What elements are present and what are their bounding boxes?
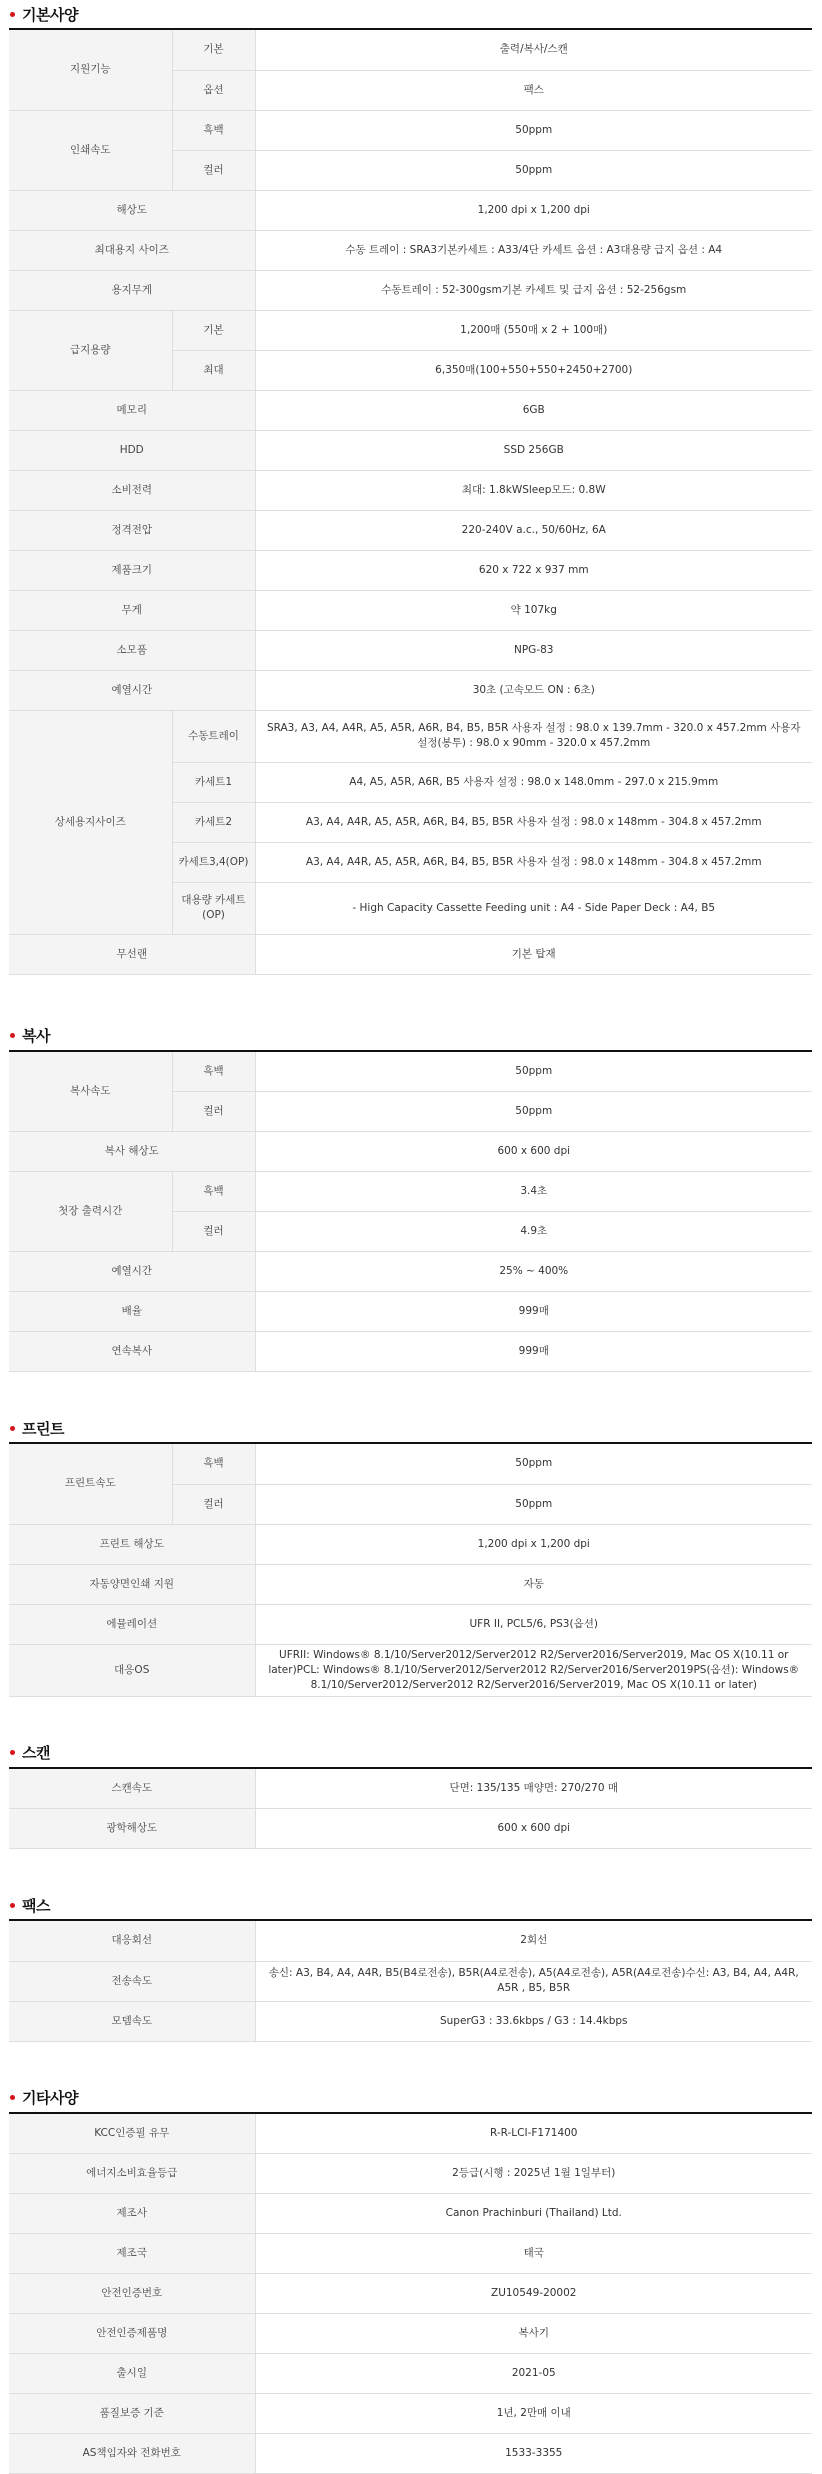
- sub-label: 흑백: [172, 1172, 255, 1212]
- spec-value: UFRII: Windows® 8.1/10/Server2012/Server2012 R2/Server2016/Server2019, Mac OS X(10.11 or later)PCL: Windows® 8.1/10/Server2012/Server2012 R2/Server2016/Server2019PS(옵션): Windows® 8.1/10/Server2012/Server2012 R2/Server2016/Server2019, Mac OS X(10.11 or later): [255, 1644, 812, 1696]
- spec-value: 2등급(시행 : 2025년 1월 1일부터): [255, 2154, 812, 2194]
- bullet-icon: [10, 1426, 15, 1431]
- sub-label: 카세트1: [172, 762, 255, 802]
- bullet-icon: [10, 1750, 15, 1755]
- spec-value: 송신: A3, B4, A4, A4R, B5(B4로전송), B5R(A4로전송), A5(A4로전송), A5R(A4로전송)수신: A3, B4, A4, A4R, A5R , B5, B5R: [255, 1961, 812, 2001]
- table-row: [9, 1809, 812, 1849]
- section-title: 기타사양: [22, 2087, 78, 2108]
- table-row: [9, 710, 812, 762]
- row-label: 무선랜: [9, 934, 255, 974]
- row-label: AS책임자와 전화번호: [9, 2434, 255, 2474]
- row-label: 프린트속도: [9, 1444, 172, 1524]
- row-label: 제조사: [9, 2194, 255, 2234]
- bullet-icon: [10, 1033, 15, 1038]
- table-row: [9, 390, 812, 430]
- row-label: 용지무게: [9, 270, 255, 310]
- row-label: 광학해상도: [9, 1809, 255, 1849]
- spec-value: 50ppm: [255, 110, 812, 150]
- sub-label: 컬러: [172, 150, 255, 190]
- table-row: [9, 30, 812, 70]
- row-label: 급지용량: [9, 310, 172, 390]
- spec-value: 1년, 2만매 이내: [255, 2394, 812, 2434]
- row-label: 소비전력: [9, 470, 255, 510]
- row-label: 배율: [9, 1292, 255, 1332]
- table-row: [9, 230, 812, 270]
- spec-value: 출력/복사/스캔: [255, 30, 812, 70]
- spec-value: 수동 트레이 : SRA3기본카세트 : A33/4단 카세트 옵션 : A3대용량 급지 옵션 : A4: [255, 230, 812, 270]
- table-row: [9, 310, 812, 350]
- row-label: 첫장 출력시간: [9, 1172, 172, 1252]
- spec-value: NPG-83: [255, 630, 812, 670]
- spec-value: 600 x 600 dpi: [255, 1132, 812, 1172]
- sub-label: 컬러: [172, 1484, 255, 1524]
- spec-value: 팩스: [255, 70, 812, 110]
- spec-value: SSD 256GB: [255, 430, 812, 470]
- row-label: 전송속도: [9, 1961, 255, 2001]
- table-row: [9, 1332, 812, 1372]
- table-row: [9, 2354, 812, 2394]
- section-header: [9, 1022, 812, 1052]
- row-label: 스캔속도: [9, 1769, 255, 1809]
- spec-value: 수동트레이 : 52-300gsm기본 카세트 및 급지 옵션 : 52-256gsm: [255, 270, 812, 310]
- spec-value: UFR II, PCL5/6, PS3(옵션): [255, 1604, 812, 1644]
- spec-value: 620 x 722 x 937 mm: [255, 550, 812, 590]
- table-row: [9, 1564, 812, 1604]
- section-title: 복사: [22, 1025, 50, 1046]
- spec-value: 50ppm: [255, 150, 812, 190]
- sub-label: 최대: [172, 350, 255, 390]
- spec-value: ZU10549-20002: [255, 2274, 812, 2314]
- spec-table: [9, 1444, 812, 1697]
- table-row: [9, 1052, 812, 1092]
- spec-value: 3.4초: [255, 1172, 812, 1212]
- spec-value: 50ppm: [255, 1092, 812, 1132]
- section-header: [9, 0, 812, 30]
- section-title: 스캔: [22, 1742, 50, 1763]
- sub-label: 카세트3,4(OP): [172, 842, 255, 882]
- spec-value: A3, A4, A4R, A5, A5R, A6R, B4, B5, B5R 사용자 설정 : 98.0 x 148mm - 304.8 x 457.2mm: [255, 842, 812, 882]
- table-row: [9, 470, 812, 510]
- row-label: 제품크기: [9, 550, 255, 590]
- spec-value: 기본 탑재: [255, 934, 812, 974]
- row-label: 최대용지 사이즈: [9, 230, 255, 270]
- table-row: [9, 1961, 812, 2001]
- sub-label: 기본: [172, 310, 255, 350]
- table-row: [9, 1921, 812, 1961]
- spec-value: A4, A5, A5R, A6R, B5 사용자 설정 : 98.0 x 148.0mm - 297.0 x 215.9mm: [255, 762, 812, 802]
- table-row: [9, 590, 812, 630]
- section-title: 기본사양: [22, 4, 78, 25]
- spec-value: 1,200 dpi x 1,200 dpi: [255, 190, 812, 230]
- section-title: 프린트: [22, 1418, 64, 1439]
- spec-value: 999매: [255, 1292, 812, 1332]
- spec-value: 6,350매(100+550+550+2450+2700): [255, 350, 812, 390]
- table-row: [9, 430, 812, 470]
- spec-value: 220-240V a.c., 50/60Hz, 6A: [255, 510, 812, 550]
- table-row: [9, 1444, 812, 1484]
- table-row: [9, 2394, 812, 2434]
- bullet-icon: [10, 2095, 15, 2100]
- spec-value: 50ppm: [255, 1484, 812, 1524]
- table-row: [9, 670, 812, 710]
- section-header: [9, 1739, 812, 1769]
- spec-value: SRA3, A3, A4, A4R, A5, A5R, A6R, B4, B5, B5R 사용자 설정 : 98.0 x 139.7mm - 320.0 x 457.2mm 사용자 설정(봉투) : 98.0 x 90mm - 320.0 x 457.2mm: [255, 710, 812, 762]
- spec-table: [9, 1769, 812, 1850]
- spec-value: 1,200매 (550매 x 2 + 100매): [255, 310, 812, 350]
- sub-label: 흑백: [172, 1444, 255, 1484]
- spec-table: [9, 2114, 812, 2474]
- table-row: [9, 2154, 812, 2194]
- spec-value: R-R-LCI-F171400: [255, 2114, 812, 2154]
- section-title: 팩스: [22, 1895, 50, 1916]
- row-label: 대응회선: [9, 1921, 255, 1961]
- row-label: 안전인증제품명: [9, 2314, 255, 2354]
- row-label: 예열시간: [9, 670, 255, 710]
- table-row: [9, 1252, 812, 1292]
- row-label: 제조국: [9, 2234, 255, 2274]
- spec-value: 1533-3355: [255, 2434, 812, 2474]
- spec-value: Canon Prachinburi (Thailand) Ltd.: [255, 2194, 812, 2234]
- table-row: [9, 1132, 812, 1172]
- spec-value: 태국: [255, 2234, 812, 2274]
- sub-label: 흑백: [172, 110, 255, 150]
- sub-label: 옵션: [172, 70, 255, 110]
- row-label: 복사 해상도: [9, 1132, 255, 1172]
- spec-value: 복사기: [255, 2314, 812, 2354]
- spec-value: 50ppm: [255, 1444, 812, 1484]
- row-label: 인쇄속도: [9, 110, 172, 190]
- bullet-icon: [10, 12, 15, 17]
- row-label: 정격전압: [9, 510, 255, 550]
- row-label: 프린트 해상도: [9, 1524, 255, 1564]
- section-header: [9, 1414, 812, 1444]
- table-row: [9, 110, 812, 150]
- row-label: 상세용지사이즈: [9, 710, 172, 934]
- row-label: 복사속도: [9, 1052, 172, 1132]
- table-row: [9, 2234, 812, 2274]
- row-label: 예열시간: [9, 1252, 255, 1292]
- sub-label: 컬러: [172, 1212, 255, 1252]
- spec-value: 약 107kg: [255, 590, 812, 630]
- table-row: [9, 1769, 812, 1809]
- sub-label: 흑백: [172, 1052, 255, 1092]
- table-row: [9, 2114, 812, 2154]
- table-row: [9, 510, 812, 550]
- sub-label: 컬러: [172, 1092, 255, 1132]
- row-label: 모뎀속도: [9, 2001, 255, 2041]
- table-row: [9, 2274, 812, 2314]
- table-row: [9, 1604, 812, 1644]
- row-label: 에너지소비효율등급: [9, 2154, 255, 2194]
- row-label: 연속복사: [9, 1332, 255, 1372]
- section-header: [9, 1891, 812, 1921]
- spec-value: 50ppm: [255, 1052, 812, 1092]
- spec-value: - High Capacity Cassette Feeding unit : A4 - Side Paper Deck : A4, B5: [255, 882, 812, 934]
- sub-label: 카세트2: [172, 802, 255, 842]
- table-row: [9, 2314, 812, 2354]
- table-row: [9, 1292, 812, 1332]
- sub-label: 대용량 카세트 (OP): [172, 882, 255, 934]
- row-label: HDD: [9, 430, 255, 470]
- spec-value: 30초 (고속모드 ON : 6초): [255, 670, 812, 710]
- spec-value: 4.9초: [255, 1212, 812, 1252]
- spec-value: 2회선: [255, 1921, 812, 1961]
- row-label: 무게: [9, 590, 255, 630]
- spec-value: 999매: [255, 1332, 812, 1372]
- table-row: [9, 2434, 812, 2474]
- table-row: [9, 190, 812, 230]
- spec-value: 자동: [255, 1564, 812, 1604]
- spec-value: 단면: 135/135 매양면: 270/270 매: [255, 1769, 812, 1809]
- row-label: 지원기능: [9, 30, 172, 110]
- row-label: 품질보증 기준: [9, 2394, 255, 2434]
- spec-value: 최대: 1.8kWSleep모드: 0.8W: [255, 470, 812, 510]
- spec-value: 2021-05: [255, 2354, 812, 2394]
- sub-label: 수동트레이: [172, 710, 255, 762]
- table-row: [9, 934, 812, 974]
- table-row: [9, 1172, 812, 1212]
- spec-value: SuperG3 : 33.6kbps / G3 : 14.4kbps: [255, 2001, 812, 2041]
- table-row: [9, 2001, 812, 2041]
- table-row: [9, 630, 812, 670]
- section-header: [9, 2084, 812, 2114]
- spec-value: A3, A4, A4R, A5, A5R, A6R, B4, B5, B5R 사용자 설정 : 98.0 x 148mm - 304.8 x 457.2mm: [255, 802, 812, 842]
- row-label: 해상도: [9, 190, 255, 230]
- spec-table: [9, 30, 812, 975]
- bullet-icon: [10, 1903, 15, 1908]
- table-row: [9, 1524, 812, 1564]
- row-label: 자동양면인쇄 지원: [9, 1564, 255, 1604]
- row-label: 출시일: [9, 2354, 255, 2394]
- table-row: [9, 270, 812, 310]
- spec-table: [9, 1052, 812, 1373]
- spec-value: 6GB: [255, 390, 812, 430]
- row-label: 에뮬레이션: [9, 1604, 255, 1644]
- row-label: KCC인증필 유무: [9, 2114, 255, 2154]
- spec-table: [9, 1921, 812, 2042]
- table-row: [9, 1644, 812, 1696]
- spec-value: 600 x 600 dpi: [255, 1809, 812, 1849]
- sub-label: 기본: [172, 30, 255, 70]
- spec-value: 25% ~ 400%: [255, 1252, 812, 1292]
- row-label: 안전인증번호: [9, 2274, 255, 2314]
- table-row: [9, 2194, 812, 2234]
- spec-value: 1,200 dpi x 1,200 dpi: [255, 1524, 812, 1564]
- row-label: 대응OS: [9, 1644, 255, 1696]
- row-label: 메모리: [9, 390, 255, 430]
- table-row: [9, 550, 812, 590]
- row-label: 소모품: [9, 630, 255, 670]
